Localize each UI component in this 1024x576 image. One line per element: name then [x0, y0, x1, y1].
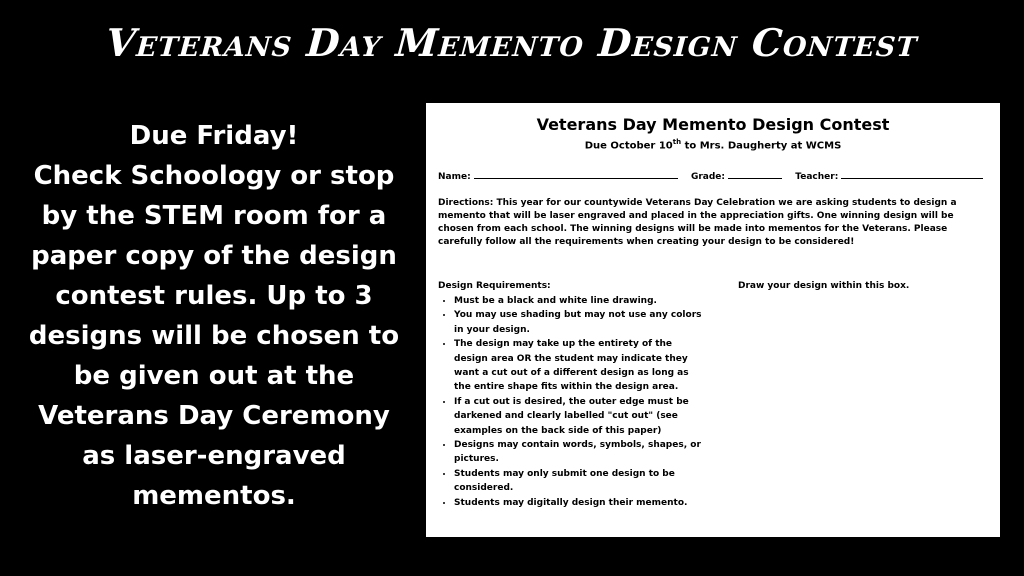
announcement-line: by the STEM room for a	[41, 201, 387, 231]
flyer-title: Veterans Day Memento Design Contest	[536, 115, 890, 134]
announcement-line: Check Schoology or stop	[33, 161, 395, 191]
requirements-heading: Design Requirements:	[438, 281, 551, 291]
due-prefix: Due October 10	[584, 140, 673, 152]
requirements-list	[438, 294, 706, 510]
announcement-text	[24, 116, 404, 516]
announcement-line: as laser-engraved	[82, 441, 346, 471]
name-blank	[474, 169, 678, 179]
due-suffix: to Mrs. Daugherty at WCMS	[681, 140, 842, 152]
name-label: Name:	[438, 172, 471, 182]
requirement-item: • Must be a black and white line drawing.	[454, 294, 706, 308]
requirement-item: • Students may digitally design their memento.	[454, 496, 706, 510]
flyer-due-date	[426, 138, 1000, 151]
announcement-line: be given out at the	[73, 361, 355, 391]
grade-label: Grade:	[690, 172, 726, 182]
announcement-line: mementos.	[132, 481, 296, 511]
slide-title: Veterans Day Memento Design Contest	[104, 20, 920, 65]
requirement-item: • Students may only submit one design to be considered.	[454, 467, 706, 496]
requirement-item: • Designs may contain words, symbols, shapes, or pictures.	[454, 438, 706, 467]
announcement-line: contest rules. Up to 3	[55, 281, 373, 311]
draw-box-label: Draw your design within this box.	[738, 281, 910, 291]
flyer-directions: Directions: This year for our countywide Veterans Day Celebration we are asking students to design a memento that will be laser engraved and placed in the appreciation gifts. One winning design will be chosen from each school. The winning designs will be made into mementos for the Veterans. Please carefully follow all the requirements when creating your design to be considered!	[438, 198, 957, 247]
due-sup: th	[672, 138, 682, 146]
announcement-line: Veterans Day Ceremony	[38, 401, 390, 431]
announcement-line: designs will be chosen to	[28, 321, 400, 351]
teacher-label: Teacher:	[795, 172, 839, 182]
teacher-blank	[841, 169, 983, 179]
announcement-line: Due Friday!	[129, 121, 299, 151]
contest-flyer-image	[426, 103, 1000, 537]
grade-blank	[728, 169, 782, 179]
requirement-item: • If a cut out is desired, the outer edge must be darkened and clearly labelled "cut out" (see examples on the back side of this paper)	[454, 395, 706, 438]
requirement-item: • You may use shading but may not use any colors in your design.	[454, 308, 706, 337]
flyer-form-fields	[438, 169, 998, 182]
requirement-item: • The design may take up the entirety of the design area OR the student may indicate they want a cut out of a different design as long as the entire shape fits within the design area.	[454, 337, 706, 395]
announcement-line: paper copy of the design	[31, 241, 397, 271]
